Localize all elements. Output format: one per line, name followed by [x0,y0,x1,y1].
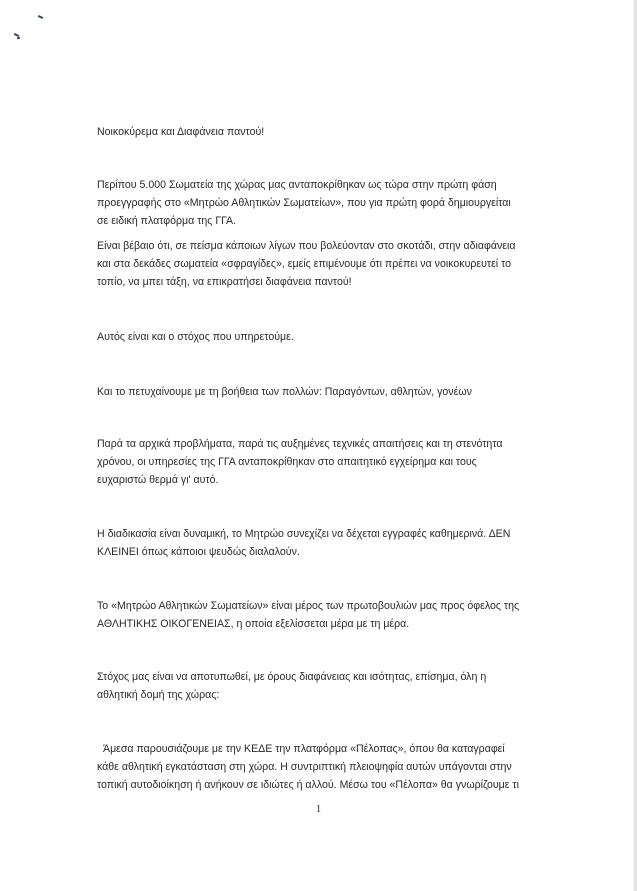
page-number: 1 [315,803,322,815]
paragraph-line: σε ειδική πλατφόρμα της ΓΓΑ. [97,215,237,227]
paragraph-6 [97,525,567,561]
paragraph-line: Και το πετυχαίνουμε με τη βοήθεια των πολλών: Παραγόντων, αθλητών, γονέων [97,386,472,398]
paragraph-4 [97,383,567,401]
paragraph-line: προεγγραφής στο «Μητρώο Αθλητικών Σωματείων», που για πρώτη φορά δημιουργείται [97,197,511,209]
paragraph-8 [97,668,567,704]
paragraph-line: κάθε αθλητική εγκατάσταση στη χώρα. Η συντριπτική πλειοψηφία αυτών υπάγονται στην [97,761,512,773]
paragraph-line: χρόνου, οι υπηρεσίες της ΓΓΑ ανταποκρίθηκαν στο απαιτητικό εγχείρημα και τους [97,456,477,468]
scan-mark-3 [17,37,20,40]
paragraph-2 [97,237,567,291]
title-line: Νοικοκύρεμα και Διαφάνεια παντού! [97,126,265,138]
paragraph-line: τοπική αυτοδιοίκηση ή ανήκουν σε ιδιώτες ή αλλού. Μέσω του «Πέλοπα» θα γνωρίζουμε τι [97,779,519,791]
paragraph-5 [97,435,567,489]
paragraph-7 [97,597,567,633]
paragraph-line: ΑΘΛΗΤΙΚΗΣ ΟΙΚΟΓΕΝΕΙΑΣ, η οποία εξελίσσεται μέρα με τη μέρα. [97,618,410,630]
paragraph-line: Αυτός είναι και ο στόχος που υπηρετούμε. [97,331,294,343]
paragraph-line: ευχαριστώ θερμά γι' αυτό. [97,474,219,486]
paragraph-line: αθλητική δομή της χώρας: [97,689,220,701]
page-edge [633,0,637,891]
paragraph-line: ΚΛΕΙΝΕΙ όπως κάποιοι ψευδώς διαλαλούν. [97,546,300,558]
paragraph-line: Η διαδικασία είναι δυναμική, το Μητρώο συνεχίζει να δέχεται εγγραφές καθημερινά. ΔΕΝ [97,528,511,540]
paragraph-line: τοπίο, να μπει τάξη, να επικρατήσει διαφάνεια παντού! [97,276,352,288]
paragraph-line: Είναι βέβαιο ότι, σε πείσμα κάποιων λίγων που βολεύονταν στο σκοτάδι, στην αδιαφάνεια [97,240,516,252]
paragraph-line: Το «Μητρώο Αθλητικών Σωματείων» είναι μέρος των πρωτοβουλιών μας προς όφελος της [97,600,520,612]
paragraph-line: και στα δεκάδες σωματεία «σφραγίδες», εμείς επιμένουμε ότι πρέπει να νοικοκυρευτεί το [97,258,512,270]
paragraph-line: Περίπου 5.000 Σωματεία της χώρας μας ανταποκρίθηκαν ως τώρα στην πρώτη φάση [97,179,497,191]
paragraph-1 [97,176,567,230]
paragraph-line: Στόχος μας είναι να αποτυπωθεί, με όρους διαφάνειας και ισότητας, επίσημα, όλη η [97,671,487,683]
paragraph-9 [97,740,567,794]
scan-mark-1 [38,15,43,19]
document-title [97,123,567,141]
paragraph-line: Παρά τα αρχικά προβλήματα, παρά τις αυξημένες τεχνικές απαιτήσεις και τη στενότητα [97,438,503,450]
paragraph-line: Άμεσα παρουσιάζουμε με την ΚΕΔΕ την πλατφόρμα «Πέλοπας», όπου θα καταγραφεί [103,743,505,755]
paragraph-3 [97,328,567,346]
